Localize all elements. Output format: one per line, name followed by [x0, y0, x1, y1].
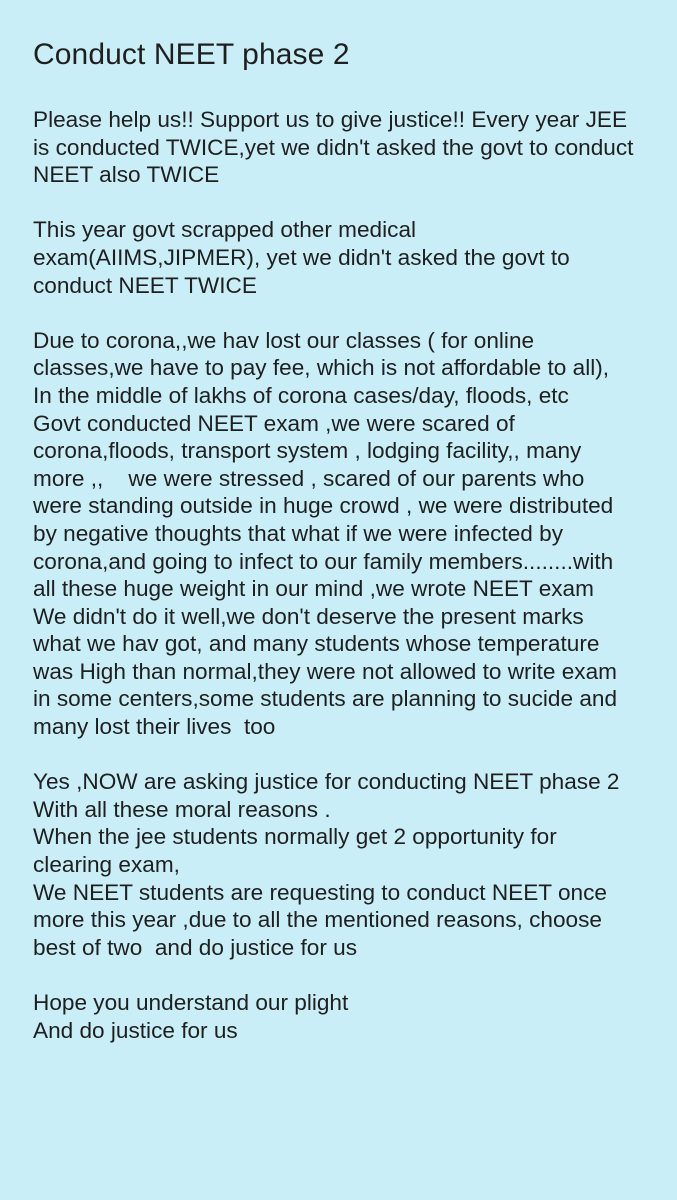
note-line: We NEET students are requesting to conduct NEET once [33, 879, 607, 905]
note-paragraph [33, 216, 659, 299]
note-line: clearing exam, [33, 852, 180, 878]
note-line: all these huge weight in our mind ,we wrote NEET exam [33, 576, 594, 602]
note-line: classes,we have to pay fee, which is not affordable to all), [33, 355, 610, 381]
note-paragraph [33, 327, 659, 741]
note-paragraph [33, 989, 659, 1044]
note-body [33, 106, 659, 1044]
note-line: corona,and going to infect to our family members........with [33, 548, 614, 574]
note-line: best of two and do justice for us [33, 934, 358, 960]
note-line: conduct NEET TWICE [33, 272, 257, 298]
note-line: in some centers,some students are planning to sucide and [33, 686, 618, 712]
note-line: was High than normal,they were not allowed to write exam [33, 658, 617, 684]
note-line: more this year ,due to all the mentioned reasons, choose [33, 907, 602, 933]
note-line: We didn't do it well,we don't deserve the present marks [33, 603, 584, 629]
note-line: Please help us!! Support us to give justice!! Every year JEE [33, 107, 628, 132]
note-line: Yes ,NOW are asking justice for conducting NEET phase 2 [33, 769, 620, 795]
note-line: NEET also TWICE [33, 162, 220, 188]
note-line: what we hav got, and many students whose temperature [33, 631, 600, 657]
note-line: is conducted TWICE,yet we didn't asked the govt to conduct [33, 134, 634, 160]
note-line: many lost their lives too [33, 714, 276, 740]
note-line: This year govt scrapped other medical [33, 217, 417, 243]
note-line: Govt conducted NEET exam ,we were scared of [33, 410, 515, 436]
note-line: With all these moral reasons . [33, 796, 331, 822]
note-line: corona,floods, transport system , lodging facility,, many [33, 438, 582, 464]
note-line: When the jee students normally get 2 opportunity for [33, 824, 557, 850]
note-paragraph [33, 106, 659, 189]
note-line: Hope you understand our plight [33, 990, 349, 1015]
note-line: And do justice for us [33, 1017, 238, 1043]
note-paragraph [33, 768, 659, 961]
note-line: were standing outside in huge crowd , we were distributed [33, 493, 614, 519]
note-line: Due to corona,,we hav lost our classes ( for online [33, 327, 535, 353]
note-title: Conduct NEET phase 2 [33, 38, 350, 71]
note-line: exam(AIIMS,JIPMER), yet we didn't asked the govt to [33, 244, 570, 270]
note-line: In the middle of lakhs of corona cases/day, floods, etc [33, 382, 569, 408]
note-line: by negative thoughts that what if we were infected by [33, 520, 564, 546]
note-line: more ,, we were stressed , scared of our parents who [33, 465, 585, 491]
